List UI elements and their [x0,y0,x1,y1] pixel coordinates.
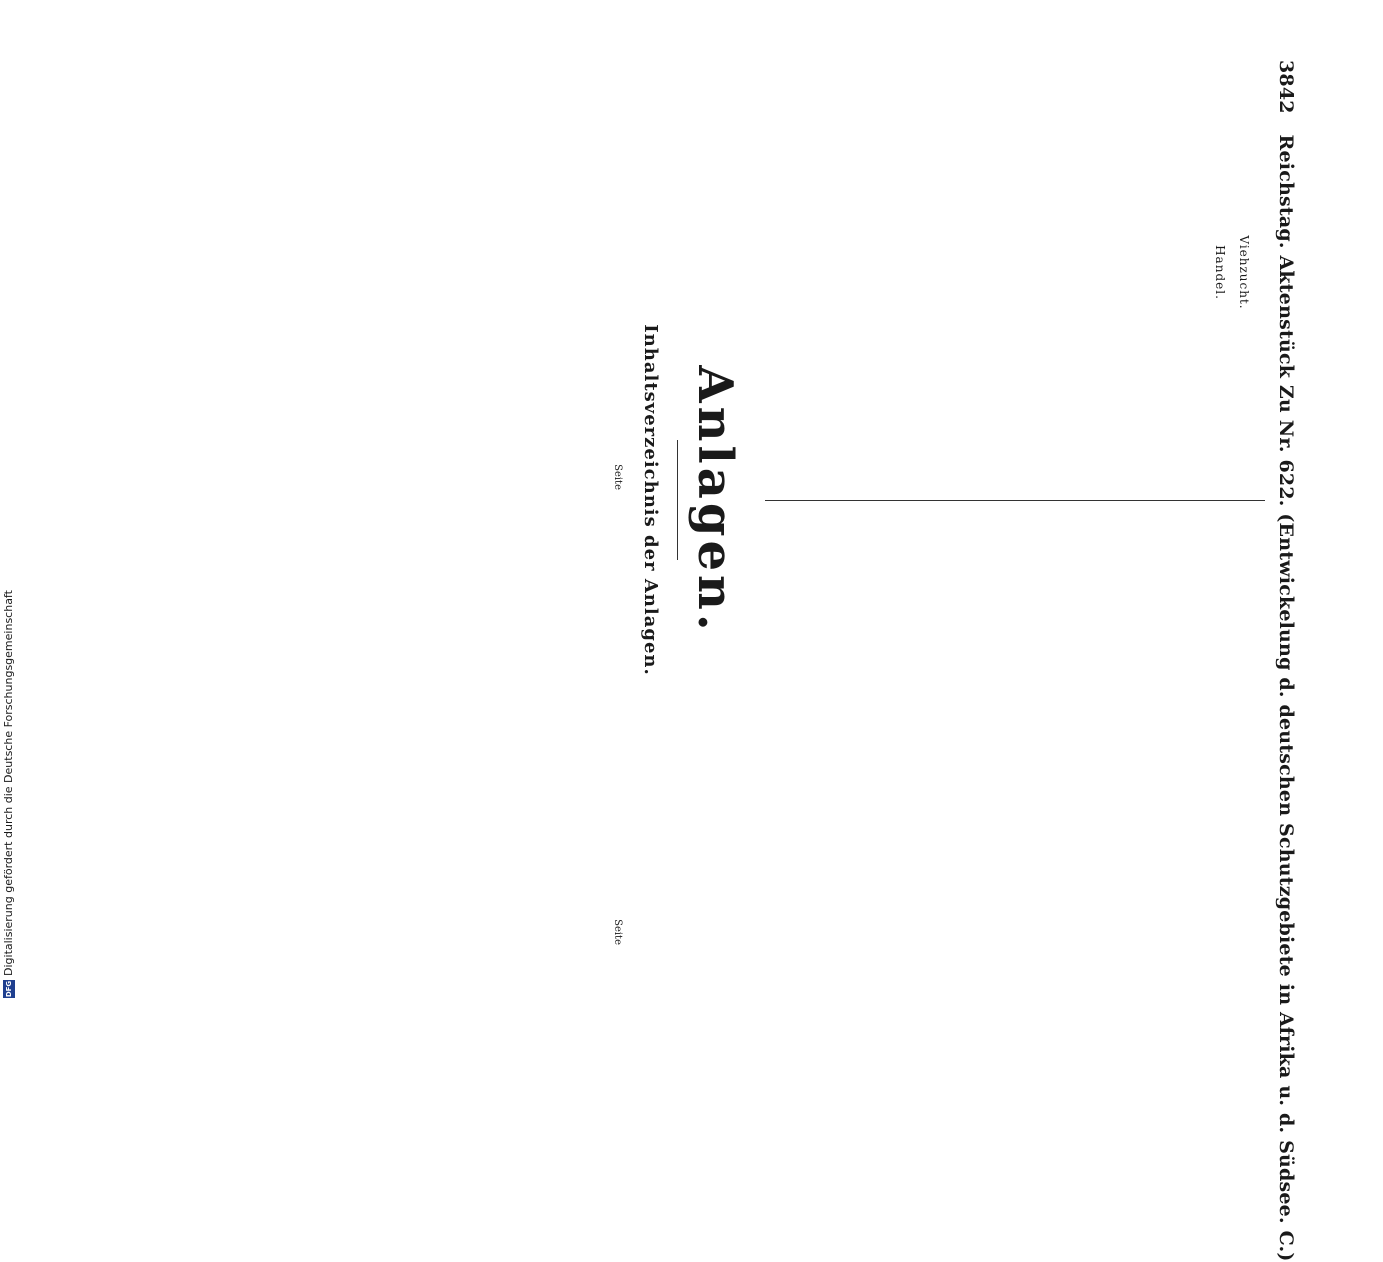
section-heading-viehzucht: Viehzucht. [1237,235,1251,310]
toc-page-label: Seite [612,464,623,490]
title-divider [677,440,678,560]
dfg-logo: DFG [4,980,13,998]
appendix-title: Anlagen. [687,365,743,635]
footer-credit-text: Digitalisierung gefördert durch die Deutsche Forschungsgemeinschaft [2,590,15,976]
column-divider [765,500,1265,501]
footer-credit [2,590,15,998]
body-column-right [771,515,1261,940]
body-column-left [771,60,1261,485]
toc-column-left [610,70,623,490]
toc-heading: Inhaltsverzeichnis der Anlagen. [640,324,661,676]
section-heading-handel: Handel. [1213,245,1227,300]
header-title: Reichstag. Aktenstück Zu Nr. 622. (Entwickelung d. deutschen Schutzgebiete in Afrika u. d. Südsee. C.) [1275,134,1297,1262]
page-number: 3842 [1275,60,1297,114]
running-header [1275,60,1297,1262]
toc-column-right [610,525,623,945]
toc-page-label: Seite [612,919,623,945]
